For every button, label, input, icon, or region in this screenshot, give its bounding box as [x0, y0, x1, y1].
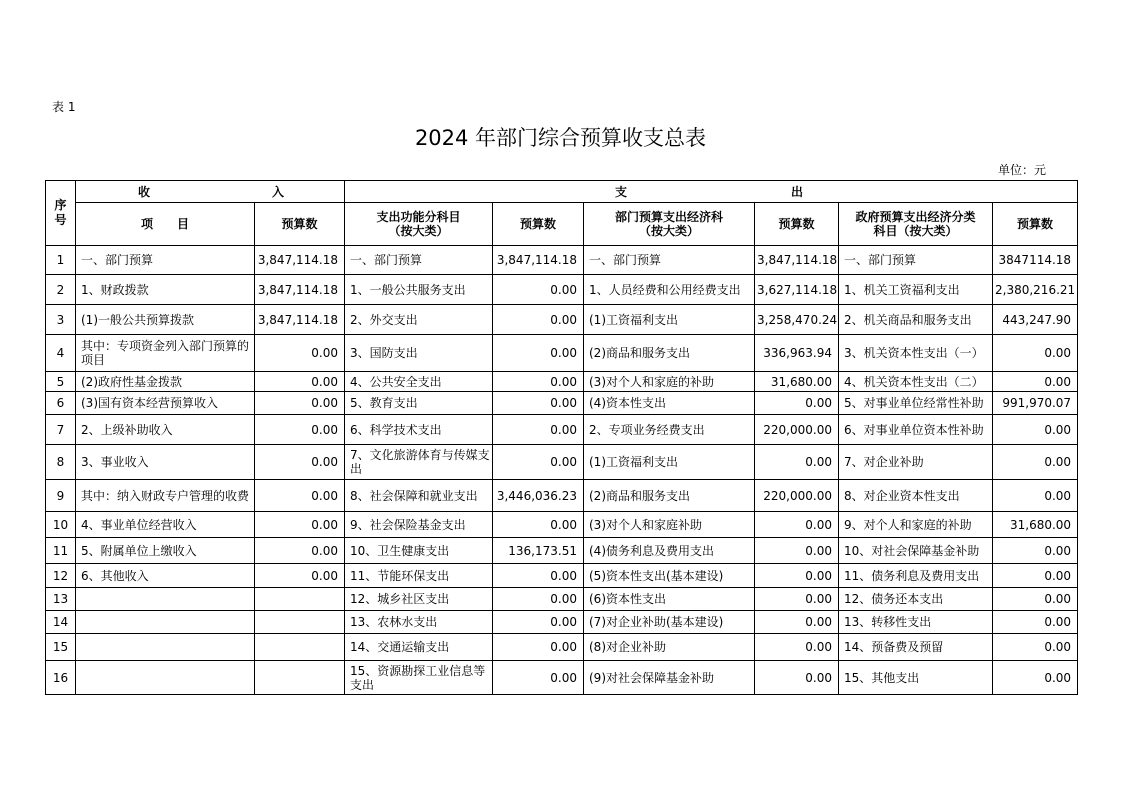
cell-gov-econ-item: 14、预备费及预留: [839, 634, 993, 661]
cell-income-amount: 0.00: [255, 392, 345, 415]
cell-income-amount: 0.00: [255, 335, 345, 372]
cell-dept-econ-amount: 0.00: [755, 538, 839, 564]
cell-gov-econ-item: 1、机关工资福利支出: [839, 275, 993, 305]
column-header-function-amount: [493, 203, 584, 246]
cell-income-amount: 0.00: [255, 538, 345, 564]
cell-function-item: 12、城乡社区支出: [345, 588, 493, 611]
table-row: [46, 512, 1078, 538]
cell-income-amount: 3,847,114.18: [255, 275, 345, 305]
cell-function-item: 9、社会保险基金支出: [345, 512, 493, 538]
cell-gov-econ-amount: 0.00: [993, 480, 1078, 512]
cell-gov-econ-amount: 31,680.00: [993, 512, 1078, 538]
cell-income-item: [76, 634, 255, 661]
cell-gov-econ-item: 12、债务还本支出: [839, 588, 993, 611]
cell-gov-econ-item: 13、转移性支出: [839, 611, 993, 634]
column-header-label: 预算数: [281, 217, 318, 231]
cell-dept-econ-amount: 3,258,470.24: [755, 305, 839, 335]
cell-dept-econ-amount: 220,000.00: [755, 415, 839, 445]
budget-summary-table: [45, 180, 1078, 695]
cell-gov-econ-amount: 0.00: [993, 634, 1078, 661]
cell-income-item: 一、部门预算: [76, 246, 255, 275]
cell-gov-econ-item: 5、对事业单位经常性补助: [839, 392, 993, 415]
column-header-gov-econ-amount: [993, 203, 1078, 246]
cell-gov-econ-item: 10、对社会保障基金补助: [839, 538, 993, 564]
column-header-income-amount: [255, 203, 345, 246]
table-row: [46, 661, 1078, 695]
column-header-income-item: [76, 203, 255, 246]
cell-function-item: 3、国防支出: [345, 335, 493, 372]
cell-gov-econ-amount: 0.00: [993, 445, 1078, 480]
cell-seq: 16: [46, 661, 76, 695]
cell-dept-econ-item: (7)对企业补助(基本建设): [584, 611, 755, 634]
cell-dept-econ-item: (2)商品和服务支出: [584, 335, 755, 372]
cell-income-amount: 3,847,114.18: [255, 246, 345, 275]
table-row: [46, 275, 1078, 305]
cell-gov-econ-amount: 3847114.18: [993, 246, 1078, 275]
cell-income-item: 其中：专项资金列入部门预算的项目: [76, 335, 255, 372]
cell-dept-econ-amount: 336,963.94: [755, 335, 839, 372]
cell-seq: 13: [46, 588, 76, 611]
column-header-sublabel: （按大类）: [388, 224, 449, 238]
cell-dept-econ-item: 1、人员经费和公用经费支出: [584, 275, 755, 305]
cell-income-item: 6、其他收入: [76, 564, 255, 588]
cell-dept-econ-item: (6)资本性支出: [584, 588, 755, 611]
cell-gov-econ-amount: 0.00: [993, 335, 1078, 372]
cell-gov-econ-item: 6、对事业单位资本性补助: [839, 415, 993, 445]
cell-income-amount: [255, 611, 345, 634]
cell-dept-econ-amount: 220,000.00: [755, 480, 839, 512]
cell-function-item: 7、文化旅游体育与传媒支出: [345, 445, 493, 480]
cell-gov-econ-item: 2、机关商品和服务支出: [839, 305, 993, 335]
table-row: [46, 372, 1078, 392]
cell-dept-econ-amount: 31,680.00: [755, 372, 839, 392]
table-row: [46, 538, 1078, 564]
cell-dept-econ-item: (3)对个人和家庭补助: [584, 512, 755, 538]
cell-seq: 5: [46, 372, 76, 392]
table-row: [46, 564, 1078, 588]
column-header-label: 预算数: [1017, 217, 1054, 231]
cell-function-amount: 0.00: [493, 335, 584, 372]
cell-function-amount: 0.00: [493, 634, 584, 661]
cell-income-amount: [255, 634, 345, 661]
cell-income-item: 2、上级补助收入: [76, 415, 255, 445]
cell-dept-econ-amount: 3,847,114.18: [755, 246, 839, 275]
cell-function-amount: 0.00: [493, 661, 584, 695]
cell-dept-econ-item: 2、专项业务经费支出: [584, 415, 755, 445]
table-row: [46, 480, 1078, 512]
header-expense-char-2: 出: [791, 184, 804, 199]
cell-dept-econ-item: (9)对社会保障基金补助: [584, 661, 755, 695]
cell-function-item: 5、教育支出: [345, 392, 493, 415]
header-income: [76, 181, 345, 203]
cell-function-item: 2、外交支出: [345, 305, 493, 335]
cell-function-amount: 0.00: [493, 275, 584, 305]
cell-income-item: (3)国有资本经营预算收入: [76, 392, 255, 415]
column-header-sublabel: （按大类）: [638, 224, 699, 238]
cell-dept-econ-amount: 0.00: [755, 392, 839, 415]
cell-dept-econ-amount: 0.00: [755, 611, 839, 634]
header-row-columns: [46, 203, 1078, 246]
cell-gov-econ-item: 11、债务利息及费用支出: [839, 564, 993, 588]
cell-function-amount: 0.00: [493, 445, 584, 480]
table-row: [46, 588, 1078, 611]
cell-gov-econ-amount: 0.00: [993, 415, 1078, 445]
cell-dept-econ-item: (4)债务利息及费用支出: [584, 538, 755, 564]
cell-function-amount: 0.00: [493, 392, 584, 415]
cell-gov-econ-amount: 991,970.07: [993, 392, 1078, 415]
cell-seq: 3: [46, 305, 76, 335]
table-row: [46, 415, 1078, 445]
cell-dept-econ-amount: 0.00: [755, 445, 839, 480]
cell-gov-econ-amount: 0.00: [993, 588, 1078, 611]
cell-gov-econ-item: 9、对个人和家庭的补助: [839, 512, 993, 538]
table-row: [46, 634, 1078, 661]
cell-seq: 10: [46, 512, 76, 538]
column-header-dept-econ-amount: [755, 203, 839, 246]
column-header-label: 政府预算支出经济分类: [855, 210, 976, 224]
header-seq-label: 序号: [54, 198, 67, 227]
cell-income-item: [76, 611, 255, 634]
cell-income-amount: 0.00: [255, 445, 345, 480]
cell-seq: 9: [46, 480, 76, 512]
cell-dept-econ-amount: 0.00: [755, 661, 839, 695]
cell-function-item: 15、资源勘探工业信息等支出: [345, 661, 493, 695]
table-row: [46, 305, 1078, 335]
cell-income-item: [76, 588, 255, 611]
table-row: [46, 392, 1078, 415]
cell-seq: 15: [46, 634, 76, 661]
cell-gov-econ-amount: 0.00: [993, 661, 1078, 695]
cell-income-amount: 0.00: [255, 564, 345, 588]
cell-income-item: 3、事业收入: [76, 445, 255, 480]
cell-function-item: 一、部门预算: [345, 246, 493, 275]
cell-gov-econ-amount: 2,380,216.21: [993, 275, 1078, 305]
cell-dept-econ-amount: 3,627,114.18: [755, 275, 839, 305]
cell-function-amount: 0.00: [493, 588, 584, 611]
column-header-label: 预算数: [778, 217, 815, 231]
column-header-sublabel: 科目（按大类）: [873, 224, 958, 238]
cell-income-amount: 0.00: [255, 372, 345, 392]
cell-dept-econ-item: (2)商品和服务支出: [584, 480, 755, 512]
column-header-label: 部门预算支出经济科: [614, 210, 723, 224]
cell-function-amount: 0.00: [493, 305, 584, 335]
cell-function-item: 8、社会保障和就业支出: [345, 480, 493, 512]
cell-function-amount: 136,173.51: [493, 538, 584, 564]
cell-income-amount: 3,847,114.18: [255, 305, 345, 335]
cell-function-item: 10、卫生健康支出: [345, 538, 493, 564]
cell-seq: 12: [46, 564, 76, 588]
cell-dept-econ-item: (8)对企业补助: [584, 634, 755, 661]
cell-function-amount: 0.00: [493, 415, 584, 445]
cell-function-item: 6、科学技术支出: [345, 415, 493, 445]
column-header-gov-econ-item: [839, 203, 993, 246]
cell-function-amount: 3,446,036.23: [493, 480, 584, 512]
cell-seq: 6: [46, 392, 76, 415]
cell-gov-econ-item: 4、机关资本性支出（二）: [839, 372, 993, 392]
cell-dept-econ-amount: 0.00: [755, 564, 839, 588]
cell-income-item: [76, 661, 255, 695]
cell-seq: 4: [46, 335, 76, 372]
cell-seq: 11: [46, 538, 76, 564]
header-income-char-2: 入: [271, 184, 284, 199]
cell-function-item: 4、公共安全支出: [345, 372, 493, 392]
cell-dept-econ-amount: 0.00: [755, 512, 839, 538]
cell-gov-econ-amount: 443,247.90: [993, 305, 1078, 335]
cell-function-amount: 3,847,114.18: [493, 246, 584, 275]
cell-dept-econ-amount: 0.00: [755, 588, 839, 611]
header-expense-char-1: 支: [615, 184, 628, 199]
cell-gov-econ-item: 3、机关资本性支出（一）: [839, 335, 993, 372]
table-row: [46, 246, 1078, 275]
table-row: [46, 445, 1078, 480]
cell-dept-econ-item: (1)工资福利支出: [584, 445, 755, 480]
cell-income-item: 5、附属单位上缴收入: [76, 538, 255, 564]
table-body: [46, 246, 1078, 695]
cell-function-item: 14、交通运输支出: [345, 634, 493, 661]
cell-function-item: 13、农林水支出: [345, 611, 493, 634]
cell-income-amount: 0.00: [255, 415, 345, 445]
cell-function-amount: 0.00: [493, 512, 584, 538]
cell-function-item: 11、节能环保支出: [345, 564, 493, 588]
table-row: [46, 335, 1078, 372]
cell-income-item: 其中：纳入财政专户管理的收费: [76, 480, 255, 512]
cell-gov-econ-amount: 0.00: [993, 538, 1078, 564]
cell-income-amount: 0.00: [255, 480, 345, 512]
cell-dept-econ-amount: 0.00: [755, 634, 839, 661]
header-seq: [46, 181, 76, 246]
column-header-dept-econ-item: [584, 203, 755, 246]
cell-dept-econ-item: 一、部门预算: [584, 246, 755, 275]
cell-dept-econ-item: (5)资本性支出(基本建设): [584, 564, 755, 588]
cell-gov-econ-amount: 0.00: [993, 372, 1078, 392]
cell-seq: 8: [46, 445, 76, 480]
cell-gov-econ-item: 一、部门预算: [839, 246, 993, 275]
cell-gov-econ-item: 15、其他支出: [839, 661, 993, 695]
cell-seq: 1: [46, 246, 76, 275]
cell-gov-econ-amount: 0.00: [993, 611, 1078, 634]
cell-income-item: (1)一般公共预算拨款: [76, 305, 255, 335]
cell-seq: 7: [46, 415, 76, 445]
cell-income-item: 1、财政拨款: [76, 275, 255, 305]
column-header-function-item: [345, 203, 493, 246]
cell-function-amount: 0.00: [493, 564, 584, 588]
cell-income-item: (2)政府性基金拨款: [76, 372, 255, 392]
unit-label: 单位：元: [998, 163, 1047, 177]
header-income-char-1: 收: [138, 184, 151, 199]
cell-gov-econ-item: 8、对企业资本性支出: [839, 480, 993, 512]
table-row: [46, 611, 1078, 634]
cell-seq: 14: [46, 611, 76, 634]
cell-income-amount: [255, 588, 345, 611]
table-number: 表 1: [52, 100, 76, 114]
cell-gov-econ-amount: 0.00: [993, 564, 1078, 588]
cell-dept-econ-item: (4)资本性支出: [584, 392, 755, 415]
cell-income-amount: [255, 661, 345, 695]
cell-function-item: 1、一般公共服务支出: [345, 275, 493, 305]
cell-dept-econ-item: (1)工资福利支出: [584, 305, 755, 335]
cell-dept-econ-item: (3)对个人和家庭的补助: [584, 372, 755, 392]
page-title: 2024 年部门综合预算收支总表: [414, 126, 707, 150]
cell-seq: 2: [46, 275, 76, 305]
cell-income-amount: 0.00: [255, 512, 345, 538]
column-header-label: 项 目: [140, 217, 189, 231]
header-row-group: [46, 181, 1078, 203]
cell-income-item: 4、事业单位经营收入: [76, 512, 255, 538]
cell-function-amount: 0.00: [493, 611, 584, 634]
cell-function-amount: 0.00: [493, 372, 584, 392]
cell-gov-econ-item: 7、对企业补助: [839, 445, 993, 480]
column-header-label: 预算数: [519, 217, 556, 231]
header-expense: [345, 181, 1078, 203]
column-header-label: 支出功能分科目: [376, 210, 461, 224]
